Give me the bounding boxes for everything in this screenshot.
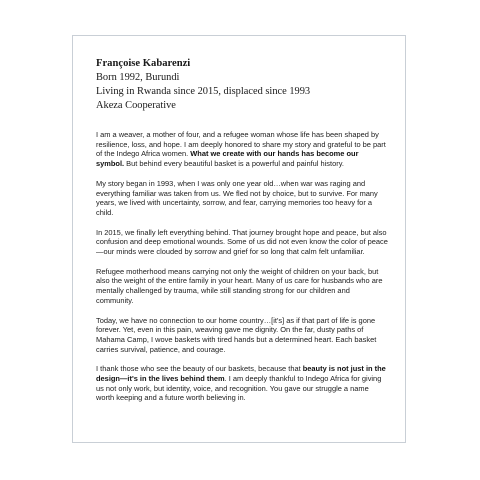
story-paragraph-4: Refugee motherhood means carrying not only the weight of children on your back, but also the weight of the entire family in your heart. Many of us care for husbands who are mentally challenged by trauma, while still standing strong for our children and community. — [96, 266, 383, 305]
story-p1-emphasis: What we create with our hands has become our symbol. — [96, 149, 359, 169]
profile-cooperative: Akeza Cooperative — [96, 100, 176, 111]
story-paragraph-3: In 2015, we finally left everything behind. That journey brought hope and peace, but also confusion and deep emotional wounds. Some of us did not even know the color of peace—our minds were clouded by sorrow and grief for so long that calm felt unfamiliar. — [96, 227, 388, 257]
story-p6-text-b: . I am deeply thankful to Indego Africa for giving us not only work, but identity, voice, and recognition. You gave our struggle a name worth keeping and a future worth believing in. — [96, 374, 382, 403]
story-paragraph-1 — [96, 130, 388, 169]
story-p6-text-a: I thank those who see the beauty of our baskets, because that — [96, 364, 303, 374]
story-body — [96, 130, 388, 413]
story-paragraph-2: My story began in 1993, when I was only one year old…when war was raging and everything familiar was taken from us. We fled not by choice, but to survive. For many years, we lived with uncertainty, sorrow, and fear, carrying memories too heavy for a child. — [96, 178, 378, 217]
story-p1-text-b: But behind every beautiful basket is a powerful and painful history. — [124, 159, 344, 169]
profile-residence: Living in Rwanda since 2015, displaced since 1993 — [96, 86, 311, 97]
profile-header — [96, 57, 396, 113]
story-paragraph-5: Today, we have no connection to our home country…[it's] as if that part of life is gone forever. Yet, even in this pain, weaving gave me dignity. On the far, dusty paths of Mahama Camp, I wove baskets with tired hands but a determined heart. Each basket carries survival, patience, and courage. — [96, 315, 377, 354]
story-p6-emphasis: beauty is not just in the design—it's in the lives behind them — [96, 364, 386, 384]
profile-name: Françoise Kabarenzi — [96, 58, 191, 69]
profile-born: Born 1992, Burundi — [96, 72, 180, 83]
story-paragraph-6 — [96, 364, 388, 403]
story-p1-text-a: I am a weaver, a mother of four, and a refugee woman whose life has been shaped by resilience, loss, and hope. I am deeply honored to share my story and grateful to be part of the Indego Africa women. — [96, 130, 386, 159]
story-card — [72, 35, 406, 443]
